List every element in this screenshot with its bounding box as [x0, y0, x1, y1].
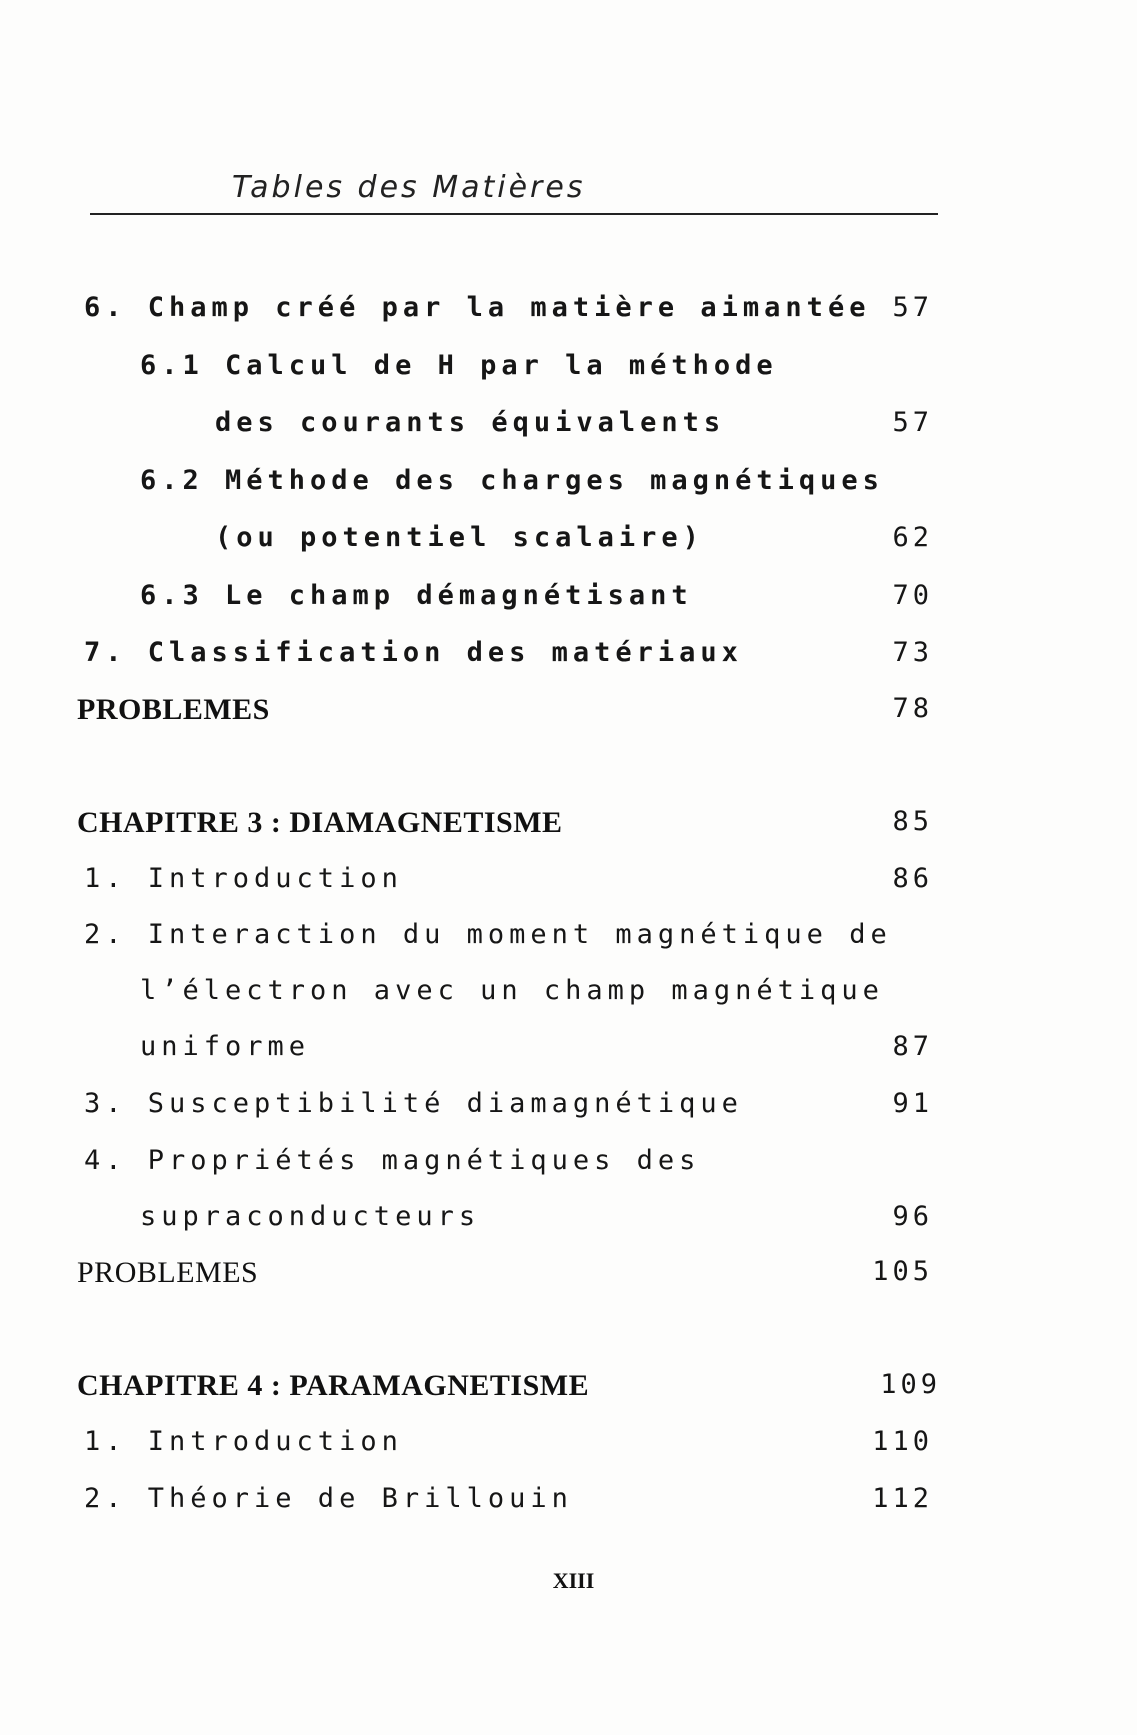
- toc-page-number: 105: [872, 1256, 933, 1287]
- toc-entry-text: 7. Classification des matériaux: [84, 637, 743, 668]
- toc-entry-text: uniforme: [140, 1031, 311, 1062]
- toc-entry: [0, 350, 1137, 390]
- toc-entry-text: 6.1 Calcul de H par la méthode: [140, 350, 778, 381]
- toc-entry: [0, 637, 1137, 677]
- toc-page-number: 78: [892, 693, 933, 724]
- toc-entry: [0, 1031, 1137, 1071]
- toc-entry-text: PROBLEMES: [77, 1256, 259, 1289]
- toc-entry-text: 2. Théorie de Brillouin: [84, 1483, 573, 1514]
- toc-page-number: 96: [892, 1201, 933, 1232]
- toc-entry-text: 6.2 Méthode des charges magnétiques: [140, 465, 884, 496]
- header-rule: [90, 213, 938, 215]
- toc-page-number: 109: [880, 1369, 941, 1400]
- page-footer-number: XIII: [552, 1568, 595, 1593]
- toc-entry-text: PROBLEMES: [77, 693, 270, 726]
- toc-page-number: 91: [892, 1088, 933, 1119]
- toc-chapter-heading: [0, 806, 1137, 846]
- toc-page-number: 110: [872, 1426, 933, 1457]
- toc-entry-text: 2. Interaction du moment magnétique de: [84, 919, 892, 950]
- toc-entry: [0, 465, 1137, 505]
- toc-entry: [0, 1483, 1137, 1523]
- toc-entry: [0, 1145, 1137, 1185]
- toc-entry: [0, 975, 1137, 1015]
- toc-chapter-heading: [0, 1369, 1137, 1409]
- toc-entry-text: 4. Propriétés magnétiques des: [84, 1145, 701, 1176]
- toc-entry: [0, 919, 1137, 959]
- toc-entry: [0, 522, 1137, 562]
- toc-page-number: 57: [892, 292, 933, 323]
- toc-page-number: 112: [872, 1483, 933, 1514]
- toc-entry: [0, 407, 1137, 447]
- toc-entry: [0, 292, 1137, 332]
- toc-page-number: 87: [892, 1031, 933, 1062]
- toc-entry-text: (ou potentiel scalaire): [215, 522, 704, 553]
- toc-page-number: 57: [892, 407, 933, 438]
- toc-entry-text: 1. Introduction: [84, 863, 403, 894]
- toc-problems-heading: [0, 1256, 1137, 1296]
- toc-entry: [0, 580, 1137, 620]
- toc-entry-text: CHAPITRE 3 : DIAMAGNETISME: [77, 806, 563, 839]
- toc-entry: [0, 1088, 1137, 1128]
- toc-entry-text: 3. Susceptibilité diamagnétique: [84, 1088, 743, 1119]
- running-header-title: Tables des Matières: [232, 170, 586, 205]
- toc-entry-text: supraconducteurs: [140, 1201, 481, 1232]
- toc-entry-text: 6.3 Le champ démagnétisant: [140, 580, 693, 611]
- toc-page-number: 70: [892, 580, 933, 611]
- toc-entry-text: des courants équivalents: [215, 407, 726, 438]
- toc-entry: [0, 1201, 1137, 1241]
- toc-entry-text: CHAPITRE 4 : PARAMAGNETISME: [77, 1369, 590, 1402]
- toc-page-number: 62: [892, 522, 933, 553]
- toc-page-number: 86: [892, 863, 933, 894]
- toc-entry-text: 1. Introduction: [84, 1426, 403, 1457]
- toc-problems-heading: [0, 693, 1137, 733]
- toc-entry-text: 6. Champ créé par la matière aimantée: [84, 292, 871, 323]
- toc-page-number: 73: [892, 637, 933, 668]
- toc-page-number: 85: [892, 806, 933, 837]
- toc-entry: [0, 863, 1137, 903]
- toc-entry: [0, 1426, 1137, 1466]
- toc-entry-text: l’électron avec un champ magnétique: [140, 975, 884, 1006]
